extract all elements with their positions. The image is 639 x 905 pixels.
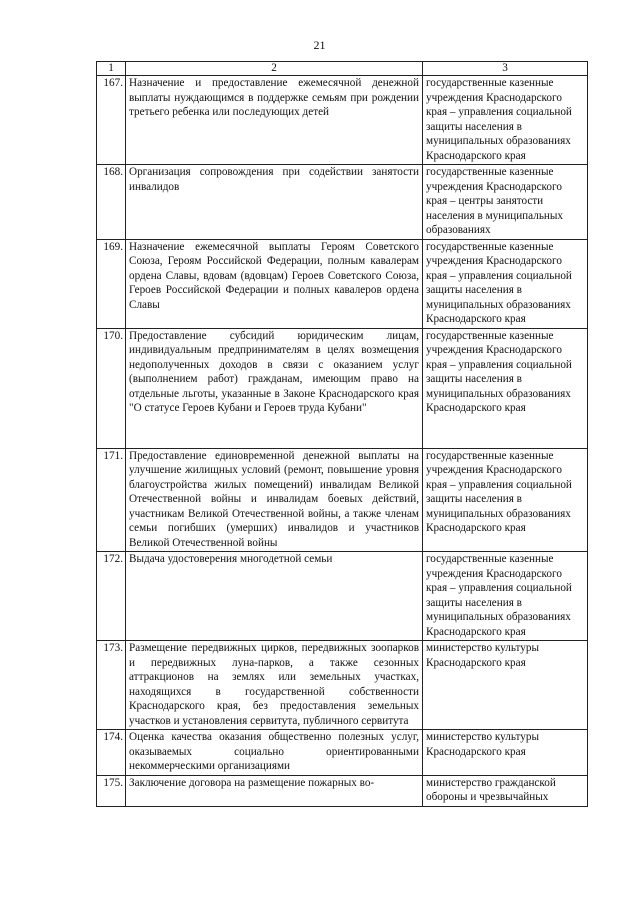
- responsible-body: государственные казенные учреждения Краснодарского края – управления социальной защиты населения в муниципальных образованиях Краснодарского края: [423, 76, 588, 165]
- table-row: [97, 448, 588, 552]
- table-row: [97, 165, 588, 240]
- row-number: 174.: [97, 730, 126, 776]
- responsible-body: государственные казенные учреждения Краснодарского края – управления социальной защиты населения в муниципальных образованиях Краснодарского края: [423, 448, 588, 552]
- responsible-body: министерство культуры Краснодарского края: [423, 730, 588, 776]
- service-name: Заключение договора на размещение пожарных во-: [126, 775, 423, 806]
- services-table: [96, 61, 588, 807]
- table-row: [97, 552, 588, 641]
- service-name: Предоставление единовременной денежной выплаты на улучшение жилищных условий (ремонт, повышение уровня благоустройства жилых помещений) инвалидам Великой Отечественной войны и инвалидам боевых действий, участникам Великой Отечественной войны, а также членам семьи погибших (умерших) инвалидов и участников Великой Отечественной войны: [126, 448, 423, 552]
- table-row: [97, 239, 588, 328]
- responsible-body: министерство гражданской обороны и чрезвычайных: [423, 775, 588, 806]
- responsible-body: государственные казенные учреждения Краснодарского края – управления социальной защиты населения в муниципальных образованиях Краснодарского края: [423, 552, 588, 641]
- service-name: Организация сопровождения при содействии занятости инвалидов: [126, 165, 423, 240]
- responsible-body: государственные казенные учреждения Краснодарского края – центры занятости населения в муниципальных образованиях: [423, 165, 588, 240]
- service-name: Выдача удостоверения многодетной семьи: [126, 552, 423, 641]
- table-row: [97, 775, 588, 806]
- service-name: Предоставление субсидий юридическим лицам, индивидуальным предпринимателям в целях возмещения недополученных доходов в связи с оказанием услуг (выполнением работ) гражданам, имеющим право на отдельные льготы, указанные в Законе Краснодарского края "О статусе Героев Кубани и Героев труда Кубани": [126, 328, 423, 448]
- header-col-2: 2: [126, 62, 423, 76]
- header-col-1: 1: [97, 62, 126, 76]
- table-row: [97, 328, 588, 448]
- row-number: 171.: [97, 448, 126, 552]
- responsible-body: государственные казенные учреждения Краснодарского края – управления социальной защиты населения в муниципальных образованиях Краснодарского края: [423, 328, 588, 448]
- row-number: 169.: [97, 239, 126, 328]
- table-row: [97, 730, 588, 776]
- service-name: Назначение и предоставление ежемесячной денежной выплаты нуждающимся в поддержке семьям при рождении третьего ребенка или последующих детей: [126, 76, 423, 165]
- table-row: [97, 76, 588, 165]
- row-number: 168.: [97, 165, 126, 240]
- responsible-body: министерство культуры Краснодарского края: [423, 641, 588, 730]
- table-header-row: [97, 62, 588, 76]
- row-number: 170.: [97, 328, 126, 448]
- row-number: 172.: [97, 552, 126, 641]
- row-number: 173.: [97, 641, 126, 730]
- header-col-3: 3: [423, 62, 588, 76]
- service-name: Оценка качества оказания общественно полезных услуг, оказываемых социально ориентированными некоммерческими организациями: [126, 730, 423, 776]
- page-number: 21: [313, 38, 326, 52]
- responsible-body: государственные казенные учреждения Краснодарского края – управления социальной защиты населения в муниципальных образованиях Краснодарского края: [423, 239, 588, 328]
- row-number: 167.: [97, 76, 126, 165]
- service-name: Назначение ежемесячной выплаты Героям Советского Союза, Героям Российской Федерации, полным кавалерам ордена Славы, вдовам (вдовцам) Героев Советского Союза, Героев Российской Федерации и полных кавалеров ордена Славы: [126, 239, 423, 328]
- service-name: Размещение передвижных цирков, передвижных зоопарков и передвижных луна-парков, а также сезонных аттракционов на землях или земельных участках, находящихся в государственной собственности Краснодарского края, без предоставления земельных участков и установления сервитута, публичного сервитута: [126, 641, 423, 730]
- row-number: 175.: [97, 775, 126, 806]
- table-row: [97, 641, 588, 730]
